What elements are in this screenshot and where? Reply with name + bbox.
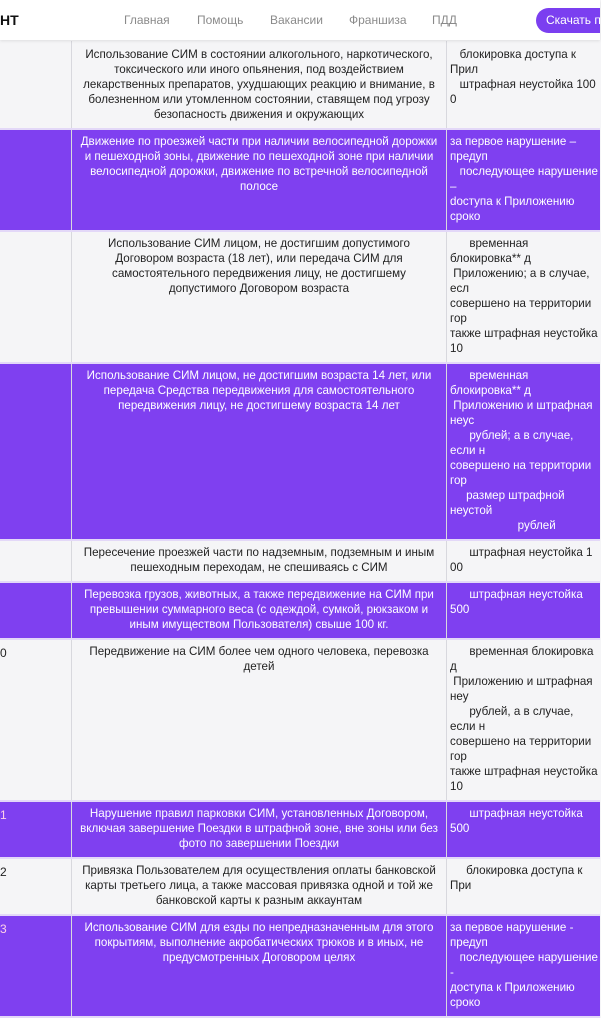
penalty-cell: временная блокировка** д Приложению; а в случае, есл совершено на территории гор также штрафная неустойка 10 <box>450 237 598 355</box>
table-row <box>0 41 600 130</box>
row-number: 2 <box>0 859 72 914</box>
penalty-cell: штрафная неустойка 500 <box>450 588 587 616</box>
violation-cell: Привязка Пользователем для осуществления оплаты банковской карты третьего лица, а также массовая привязка одной и той же банковской карты к разным аккаунтам <box>72 859 447 914</box>
violation-cell: Использование СИМ в состоянии алкогольного, наркотического, токсического или иного опьянения, под воздействием лекарственных препаратов, ухудшающих реакцию и внимание, в болезненном или утомленном состоянии, ставящем под угрозу безопасность движения и окружающих <box>72 41 447 128</box>
logo[interactable]: НТ <box>0 12 19 28</box>
penalty-cell: временная блокировка** д Приложению и штрафная неус рублей; а в случае, если н совершено на территории гор размер штрафной неустой рублей <box>450 369 593 532</box>
row-number: 1 <box>0 802 72 857</box>
row-number <box>0 364 72 539</box>
table-row <box>0 916 600 1018</box>
penalty-cell: блокировка доступа к Прил штрафная неустойка 100 0 <box>450 48 596 106</box>
row-number: 0 <box>0 640 72 800</box>
violation-cell: Использование СИМ для езды по непредназначенным для этого покрытиям, выполнение акробатических трюков и в иных, не предусмотренных Договором целях <box>72 916 447 1016</box>
table-row <box>0 859 600 916</box>
nav-traffic-rules[interactable]: ПДД <box>432 13 457 27</box>
row-number <box>0 41 72 128</box>
table-row <box>0 802 600 859</box>
violation-cell: Перевозка грузов, животных, а также передвижение на СИМ при превышении суммарного веса (с одеждой, сумкой, рюкзаком и иным имуществом Пользователя) свыше 100 кг. <box>72 583 447 638</box>
nav-home[interactable]: Главная <box>124 13 170 27</box>
violation-cell: Использование СИМ лицом, не достигшим возраста 14 лет, или передача Средства передвижения для самостоятельного передвижения лицу, не достигшему возраста 14 лет <box>72 364 447 539</box>
penalty-cell: за первое нарушение - предуп последующее нарушение - доступа к Приложению сроко <box>450 921 598 1009</box>
nav-franchise[interactable]: Франшиза <box>349 13 407 27</box>
row-number <box>0 130 72 230</box>
table-row <box>0 640 600 802</box>
penalty-cell: штрафная неустойка 500 <box>450 807 587 835</box>
penalty-cell: временная блокировка д Приложению и штрафная неу рублей, а в случае, если н совершено на территории гор также штрафная неустойка 10 <box>450 645 598 793</box>
row-number: 3 <box>0 916 72 1016</box>
row-number <box>0 232 72 362</box>
table-row <box>0 583 600 640</box>
site-header <box>0 0 600 40</box>
violations-table <box>0 41 600 1018</box>
violation-cell: Пересечение проезжей части по надземным, подземным и иным пешеходным переходам, не спешиваясь с СИМ <box>72 541 447 581</box>
table-row <box>0 130 600 232</box>
table-row <box>0 232 600 364</box>
row-number <box>0 541 72 581</box>
table-row <box>0 541 600 583</box>
violation-cell: Использование СИМ лицом, не достигшим допустимого Договором возраста (18 лет), или передача СИМ для самостоятельного передвижения лицу, не достигшему допустимого Договором возраста <box>72 232 447 362</box>
violation-cell: Движение по проезжей части при наличии велосипедной дорожки и пешеходной зоны, движение по пешеходной зоне при наличии велосипедной дорожки, движение по встречной велосипедной полосе <box>72 130 447 230</box>
nav-vacancies[interactable]: Вакансии <box>270 13 323 27</box>
penalty-cell: за первое нарушение – предуп последующее нарушение – dоступа к Приложению сроко <box>450 135 598 223</box>
row-number <box>0 583 72 638</box>
download-app-button[interactable]: Скачать п <box>536 8 600 33</box>
nav-help[interactable]: Помощь <box>197 13 244 27</box>
violation-cell: Нарушение правил парковки СИМ, установленных Договором, включая завершение Поездки в штрафной зоне, вне зоны или без фото по завершении Поездки <box>72 802 447 857</box>
table-row <box>0 364 600 541</box>
violation-cell: Передвижение на СИМ более чем одного человека, перевозка детей <box>72 640 447 800</box>
penalty-cell: штрафная неустойка 1 00 <box>450 546 596 574</box>
penalty-cell: блокировка доступа к При <box>450 864 586 892</box>
